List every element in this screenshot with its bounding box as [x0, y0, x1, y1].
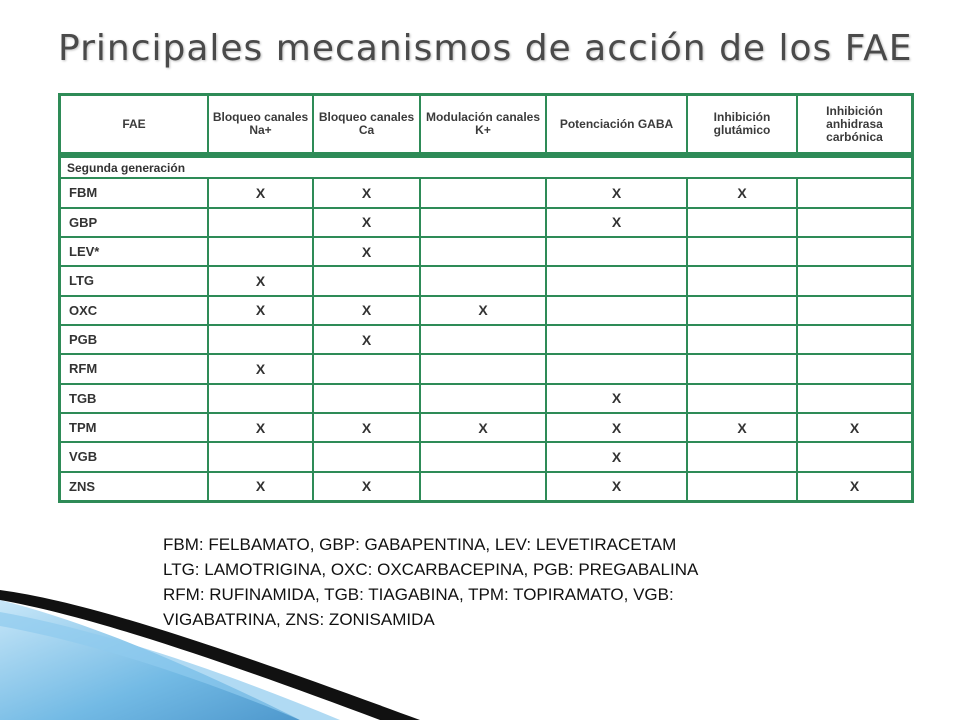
mechanism-cell: X	[420, 296, 546, 325]
mechanism-cell: X	[313, 325, 420, 354]
table-row	[60, 472, 912, 501]
mechanism-cell: X	[313, 413, 420, 442]
column-header: Modulación canales K+	[420, 95, 546, 153]
drug-name-cell: GBP	[60, 208, 208, 237]
mechanism-cell	[420, 178, 546, 207]
column-header: Potenciación GABA	[546, 95, 687, 153]
mechanism-cell: X	[687, 413, 797, 442]
mechanism-cell	[313, 354, 420, 383]
mechanism-cell	[797, 266, 912, 295]
legend-line: FBM: FELBAMATO, GBP: GABAPENTINA, LEV: LEVETIRACETAM	[163, 535, 677, 554]
column-header: Inhibición anhidrasa carbónica	[797, 95, 912, 153]
mechanism-cell: X	[313, 237, 420, 266]
drug-name-cell: VGB	[60, 442, 208, 471]
drug-name-cell: ZNS	[60, 472, 208, 501]
mechanism-cell: X	[420, 413, 546, 442]
mechanism-cell	[208, 442, 313, 471]
table-row	[60, 413, 912, 442]
mechanism-cell	[208, 325, 313, 354]
table-row	[60, 354, 912, 383]
mechanism-cell	[420, 237, 546, 266]
mechanism-cell: X	[546, 413, 687, 442]
mechanism-cell: X	[208, 296, 313, 325]
mechanism-cell	[208, 384, 313, 413]
mechanism-cell	[687, 208, 797, 237]
mechanism-cell	[797, 237, 912, 266]
drug-name-cell: LTG	[60, 266, 208, 295]
mechanism-cell: X	[687, 178, 797, 207]
decorative-swoosh	[0, 560, 420, 720]
legend-line: RFM: RUFINAMIDA, TGB: TIAGABINA, TPM: TOPIRAMATO, VGB:	[163, 585, 674, 604]
table-row	[60, 208, 912, 237]
mechanism-cell	[797, 296, 912, 325]
drug-name-cell: FBM	[60, 178, 208, 207]
section-label: Segunda generación	[60, 153, 912, 178]
slide-title: Principales mecanismos de acción de los FAE	[58, 28, 913, 69]
mechanism-cell	[420, 384, 546, 413]
mechanism-cell: X	[546, 442, 687, 471]
mechanism-table-container	[58, 93, 910, 503]
mechanism-cell	[687, 296, 797, 325]
table-row	[60, 296, 912, 325]
drug-name-cell: TPM	[60, 413, 208, 442]
mechanism-cell: X	[546, 384, 687, 413]
drug-name-cell: PGB	[60, 325, 208, 354]
mechanism-cell	[687, 325, 797, 354]
mechanism-cell	[313, 384, 420, 413]
mechanism-cell: X	[313, 208, 420, 237]
mechanism-cell: X	[546, 472, 687, 501]
mechanism-cell	[687, 237, 797, 266]
mechanism-cell	[797, 354, 912, 383]
legend-line: VIGABATRINA, ZNS: ZONISAMIDA	[163, 610, 435, 629]
table-header-row	[60, 95, 912, 153]
mechanism-cell	[208, 237, 313, 266]
mechanism-cell	[313, 266, 420, 295]
mechanism-cell: X	[208, 472, 313, 501]
mechanism-cell	[313, 442, 420, 471]
mechanism-cell	[546, 237, 687, 266]
mechanism-cell: X	[208, 413, 313, 442]
mechanism-cell: X	[313, 472, 420, 501]
drug-name-cell: RFM	[60, 354, 208, 383]
column-header: Inhibición glutámico	[687, 95, 797, 153]
mechanism-cell	[797, 178, 912, 207]
mechanism-cell	[546, 325, 687, 354]
mechanism-cell	[687, 472, 797, 501]
mechanism-cell: X	[313, 178, 420, 207]
table-row	[60, 442, 912, 471]
table-row	[60, 325, 912, 354]
mechanism-cell: X	[208, 178, 313, 207]
mechanism-cell	[420, 354, 546, 383]
mechanism-cell	[420, 472, 546, 501]
mechanism-cell: X	[797, 413, 912, 442]
table-row	[60, 237, 912, 266]
mechanism-cell	[687, 354, 797, 383]
table-row	[60, 178, 912, 207]
mechanism-cell: X	[208, 266, 313, 295]
mechanism-cell: X	[797, 472, 912, 501]
column-header: Bloqueo canales Na+	[208, 95, 313, 153]
mechanism-cell	[687, 384, 797, 413]
mechanism-cell	[420, 266, 546, 295]
legend-line: LTG: LAMOTRIGINA, OXC: OXCARBACEPINA, PGB: PREGABALINA	[163, 560, 699, 579]
mechanism-cell	[797, 325, 912, 354]
mechanism-cell	[797, 442, 912, 471]
drug-name-cell: OXC	[60, 296, 208, 325]
column-header-fae: FAE	[60, 95, 208, 153]
mechanism-cell	[797, 208, 912, 237]
section-row	[60, 153, 912, 178]
mechanism-cell	[546, 354, 687, 383]
mechanism-cell	[208, 208, 313, 237]
mechanism-cell	[420, 442, 546, 471]
mechanism-cell	[420, 325, 546, 354]
column-header: Bloqueo canales Ca	[313, 95, 420, 153]
drug-name-cell: TGB	[60, 384, 208, 413]
mechanism-cell	[797, 384, 912, 413]
drug-name-cell: LEV*	[60, 237, 208, 266]
mechanism-cell	[687, 266, 797, 295]
mechanism-cell	[546, 266, 687, 295]
mechanism-cell	[420, 208, 546, 237]
mechanism-cell: X	[546, 178, 687, 207]
mechanism-cell	[546, 296, 687, 325]
table-row	[60, 266, 912, 295]
mechanism-cell: X	[208, 354, 313, 383]
mechanism-cell: X	[313, 296, 420, 325]
table-row	[60, 384, 912, 413]
table-body	[60, 153, 912, 501]
mechanism-cell	[687, 442, 797, 471]
mechanism-table	[58, 93, 914, 503]
mechanism-cell: X	[546, 208, 687, 237]
